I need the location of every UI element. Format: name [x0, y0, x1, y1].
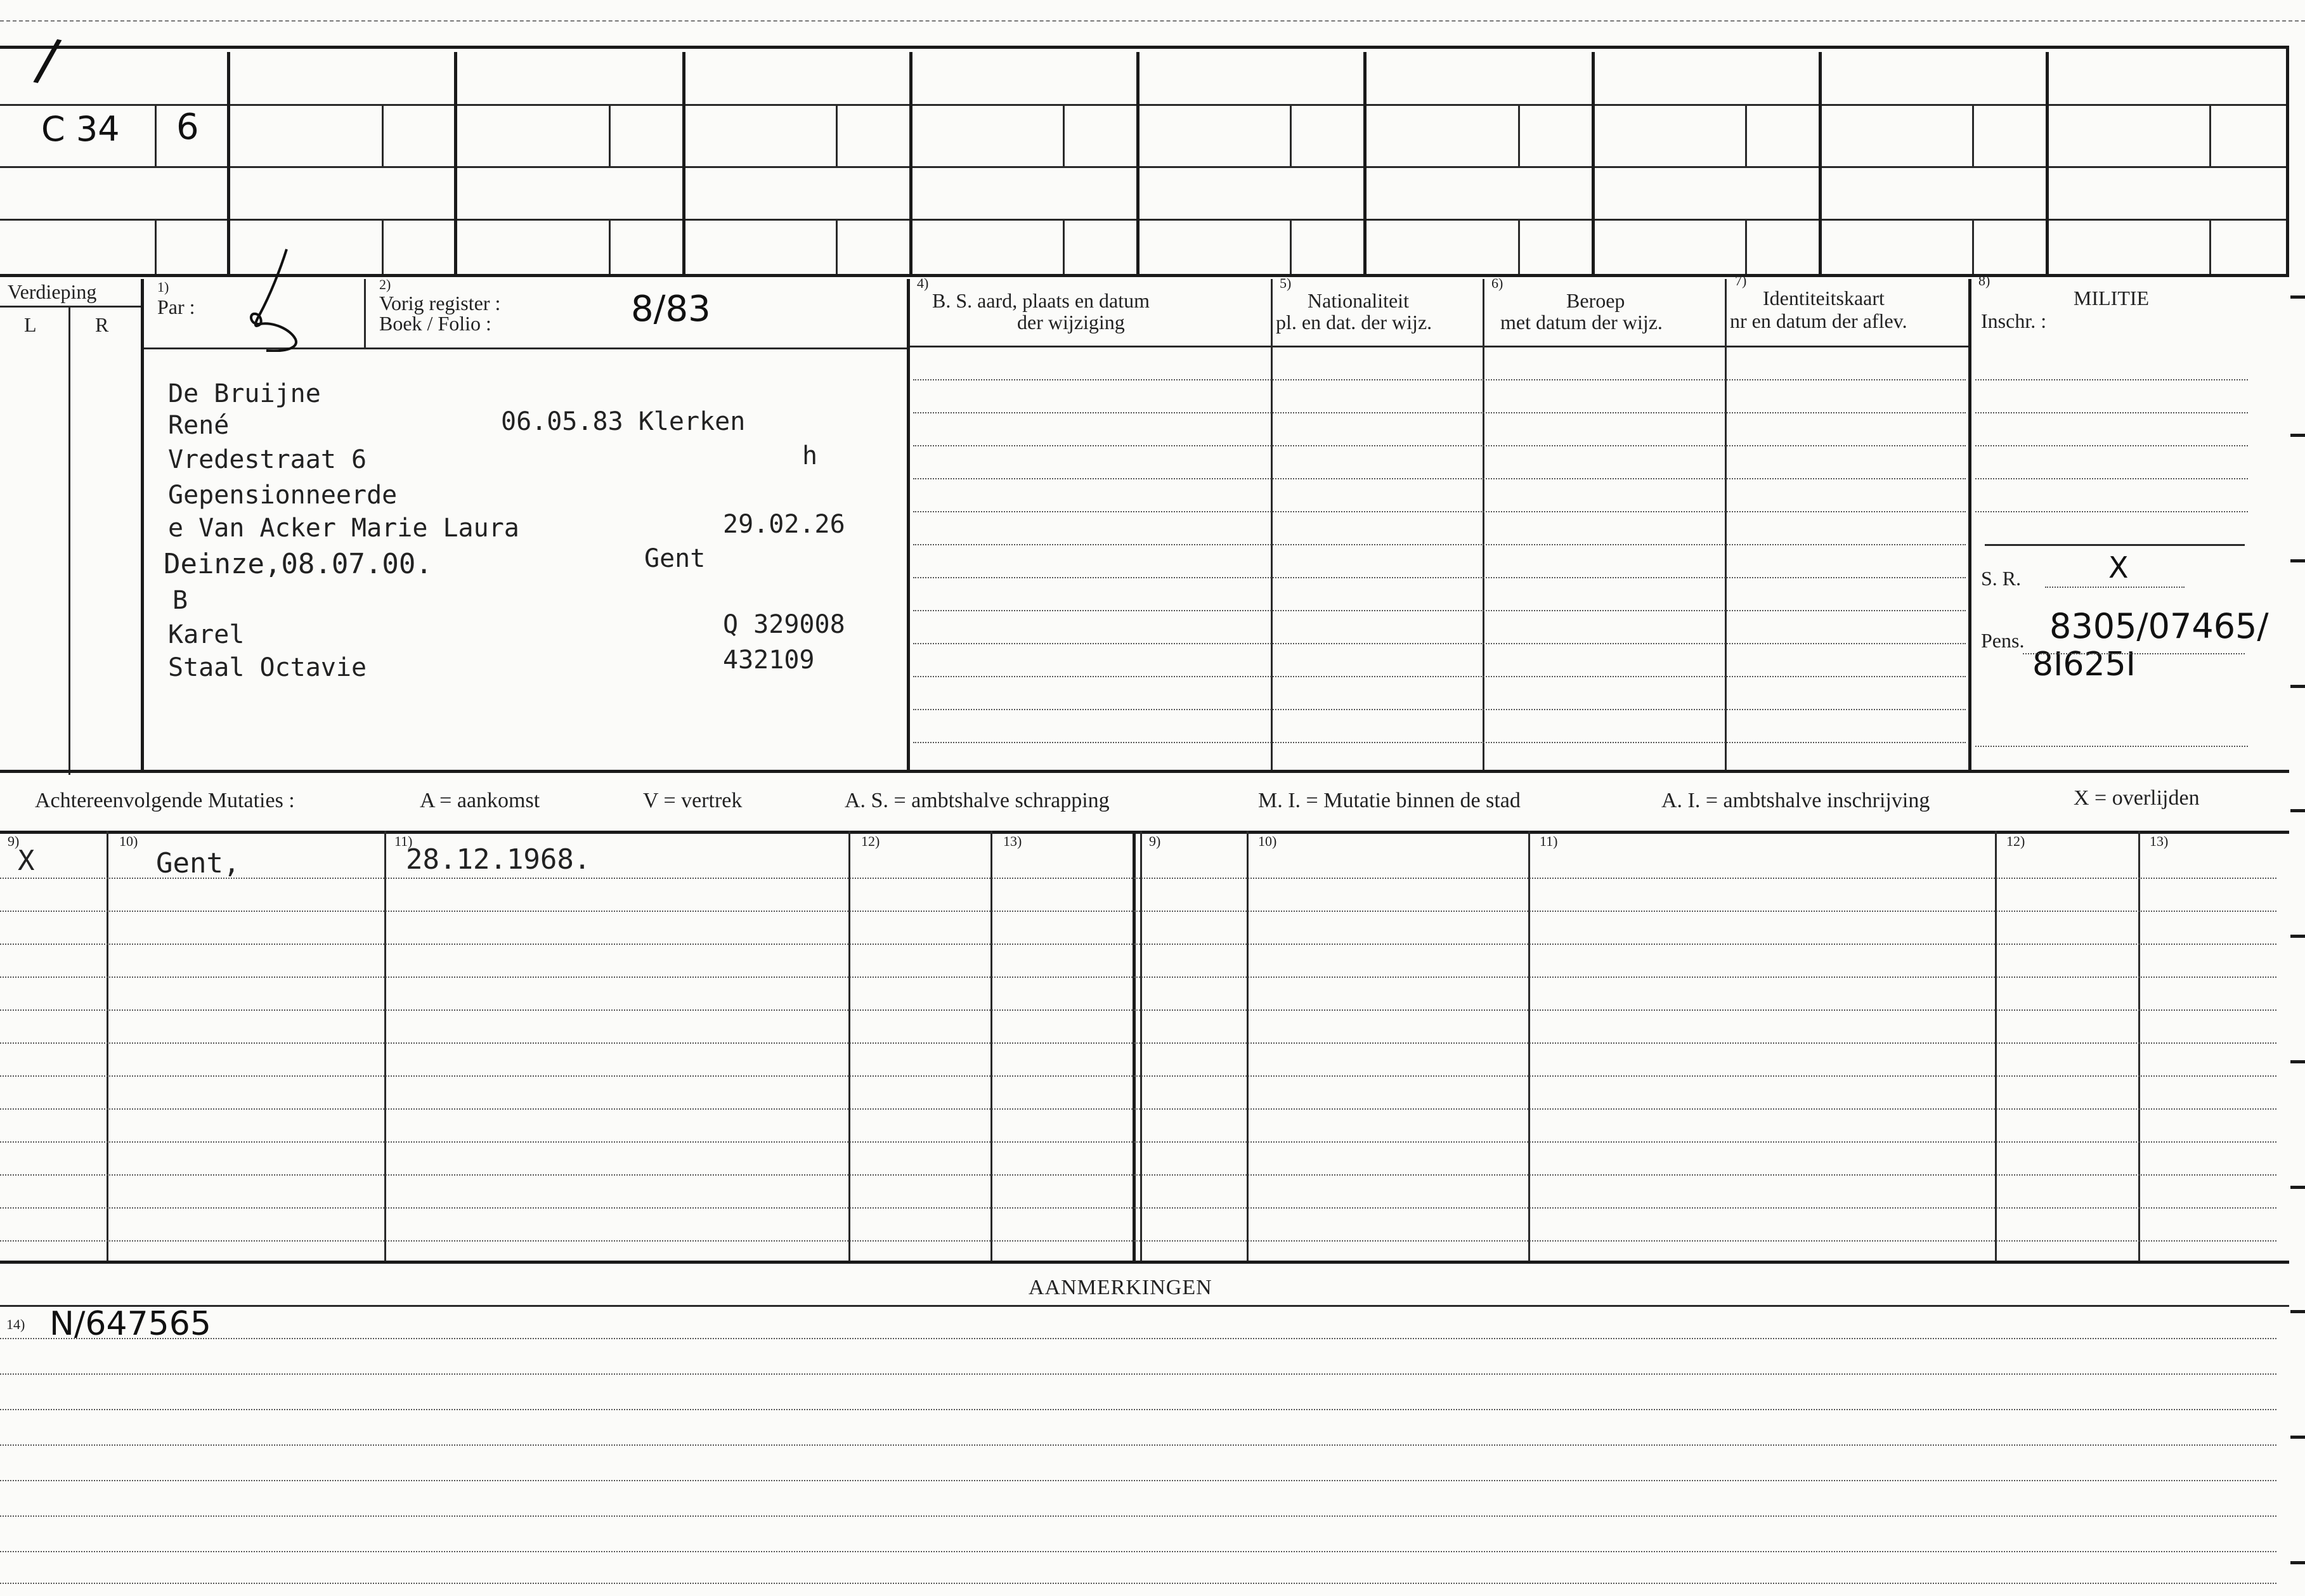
father-name: Karel: [168, 620, 245, 649]
father-code: Q 329008: [723, 610, 845, 639]
status-b: B: [172, 586, 188, 615]
legend-ai: A. I. = ambtshalve inschrijving: [1661, 789, 1930, 812]
col13b-header: 13): [2150, 833, 2169, 849]
spouse-name: e Van Acker Marie Laura: [168, 514, 519, 543]
register-value: 8/83: [631, 289, 711, 330]
spouse-birth-date: 29.02.26: [723, 510, 845, 539]
col13-header: 13): [1003, 833, 1022, 849]
footnote-7: 7): [1735, 273, 1747, 289]
marriage-place-date: Deinze,08.07.00.: [164, 548, 432, 580]
footnote-6: 6): [1491, 275, 1503, 291]
par-signature-icon: [241, 244, 311, 352]
beroep-subheader: met datum der wijz.: [1500, 311, 1663, 334]
household-mark: h: [802, 441, 818, 470]
col-l-label: L: [24, 313, 37, 336]
legend-mi: M. I. = Mutatie binnen de stad: [1258, 789, 1521, 812]
identiteitskaart-subheader: nr en datum der aflev.: [1730, 309, 1907, 332]
legend-v: V = vertrek: [643, 789, 743, 812]
mutation-place: Gent,: [156, 847, 240, 879]
footnote-2: 2): [379, 276, 391, 292]
beroep-header: Beroep: [1566, 289, 1625, 312]
file-code: C 34: [41, 109, 120, 149]
col10-header: 10): [119, 833, 138, 849]
file-number: 6: [176, 107, 199, 148]
top-mark: /: [31, 25, 65, 95]
identiteitskaart-header: Identiteitskaart: [1763, 287, 1885, 309]
footnote-14: 14): [6, 1316, 25, 1332]
footnote-5: 5): [1280, 275, 1292, 291]
inschr-label: Inschr. :: [1981, 309, 2047, 332]
bs-header-line1: B. S. aard, plaats en datum: [932, 289, 1150, 312]
col12b-header: 12): [2006, 833, 2025, 849]
militie-header: MILITIE: [2074, 287, 2150, 309]
surname: De Bruijne: [168, 379, 321, 408]
mutation-type: X: [18, 845, 35, 877]
address: Vredestraat 6: [168, 445, 367, 474]
remarks-title: AANMERKINGEN: [1029, 1276, 1212, 1299]
mother-name: Staal Octavie: [168, 653, 367, 682]
col11b-header: 11): [1540, 833, 1558, 849]
pens-value-2: 8I625I: [2032, 646, 2136, 684]
bs-header-line2: der wijziging: [1017, 311, 1125, 334]
col9b-header: 9): [1149, 833, 1161, 849]
mother-code: 432109: [723, 646, 815, 675]
sr-value: X: [2108, 550, 2129, 585]
birth-date-place: 06.05.83 Klerken: [501, 407, 746, 436]
legend-a: A = aankomst: [420, 789, 540, 812]
nationaliteit-subheader: pl. en dat. der wijz.: [1276, 311, 1432, 334]
remarks-value: N/647565: [49, 1305, 211, 1343]
legend-x: X = overlijden: [2074, 786, 2200, 810]
footnote-1: 1): [157, 279, 169, 295]
pens-value-1: 8305/07465/: [2049, 606, 2269, 646]
footnote-4: 4): [917, 275, 929, 291]
sr-label: S. R.: [1981, 567, 2022, 590]
occupation: Gepensionneerde: [168, 481, 398, 510]
verdieping-label: Verdieping: [8, 280, 97, 303]
col-r-label: R: [95, 313, 109, 336]
marriage-place: Gent: [644, 544, 706, 573]
legend-title: Achtereenvolgende Mutaties :: [35, 789, 295, 812]
nationaliteit-header: Nationaliteit: [1308, 289, 1409, 312]
col12-header: 12): [861, 833, 880, 849]
col9-header: 9): [8, 833, 20, 849]
legend-as: A. S. = ambtshalve schrapping: [845, 789, 1110, 812]
footnote-8: 8): [1978, 273, 1990, 289]
boek-folio-label: Boek / Folio :: [379, 312, 491, 335]
mutation-date: 28.12.1968.: [406, 843, 591, 876]
col11-header: 11): [394, 833, 413, 849]
pens-label: Pens.: [1981, 629, 2025, 652]
col10b-header: 10): [1258, 833, 1277, 849]
firstname: René: [168, 411, 230, 440]
vorig-register-label: Vorig register :: [379, 292, 501, 315]
par-label: Par :: [157, 295, 195, 318]
